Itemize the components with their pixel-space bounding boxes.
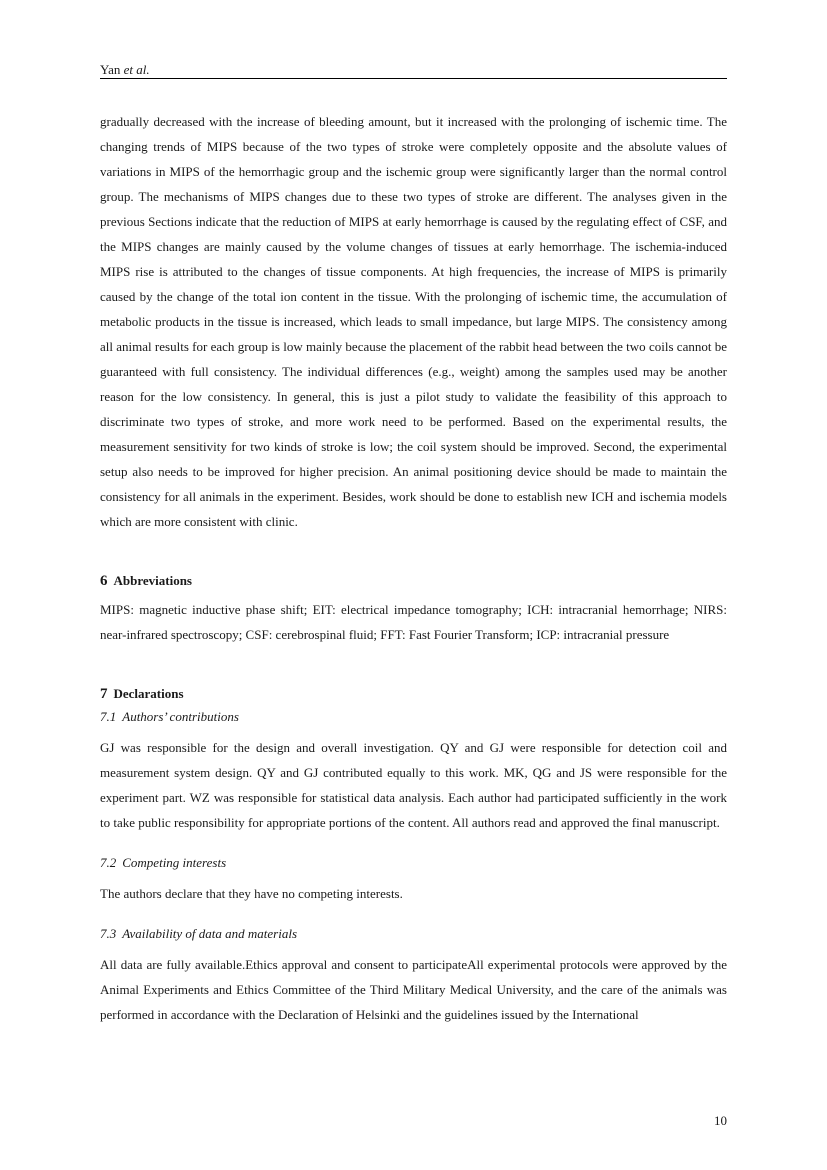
section-6-heading bbox=[100, 571, 727, 591]
section-7-heading bbox=[100, 684, 727, 704]
subsection-7-1-number: 7.1 bbox=[100, 709, 117, 724]
subsection-7-3-title: Availability of data and materials bbox=[122, 926, 298, 941]
running-header bbox=[100, 62, 727, 78]
subsection-7-1-heading bbox=[100, 708, 727, 726]
subsection-7-3-number: 7.3 bbox=[100, 926, 117, 941]
subsection-7-2-heading bbox=[100, 854, 727, 872]
section-6-text: MIPS: magnetic inductive phase shift; EIT: electrical impedance tomography; ICH: intracranial hemorrhage; NIRS: near-infrared spectroscopy; CSF: cerebrospinal fluid; FFT: Fast Fourier Transform; ICP: intracranial pressure bbox=[100, 602, 727, 642]
subsection-7-2-number: 7.2 bbox=[100, 855, 117, 870]
page-content bbox=[100, 109, 727, 1027]
header-author: Yan bbox=[100, 62, 124, 77]
section-7-title: Declarations bbox=[113, 686, 184, 701]
subsection-7-3-heading bbox=[100, 925, 727, 943]
section-6-title: Abbreviations bbox=[113, 573, 192, 588]
page-number: 10 bbox=[714, 1113, 727, 1128]
intro-paragraph: gradually decreased with the increase of bleeding amount, but it increased with the prolonging of ischemic time. The changing trends of MIPS because of the two types of stroke were completely opposite and the absolute values of variations in MIPS of the hemorrhagic group and the ischemic group were significantly larger than the normal control group. The mechanisms of MIPS changes due to these two types of stroke are different. The analyses given in the previous Sections indicate that the reduction of MIPS at early hemorrhage is caused by the regulating effect of CSF, and the MIPS changes are mainly caused by the volume changes of tissues at early hemorrhage. The ischemia-induced MIPS rise is attributed to the changes of tissue components. At high frequencies, the increase of MIPS is primarily caused by the change of the total ion content in the tissue. With the prolonging of ischemic time, the accumulation of metabolic products in the tissue is increased, which leads to small impedance, but large MIPS. The consistency among all animal results for each group is low mainly because the placement of the rabbit head between the two coils cannot be guaranteed with full consistency. The individual differences (e.g., weight) among the samples used may be another reason for the low consistency. In general, this is just a pilot study to validate the feasibility of this approach to discriminate two types of stroke, and more work need to be performed. Based on the experimental results, the measurement sensitivity for two kinds of stroke is low; the coil system should be improved. Second, the experimental setup also needs to be improved for higher precision. An animal positioning device should be made to maintain the consistency for all animals in the experiment. Besides, work should be done to establish new ICH and ischemia models which are more consistent with clinic. bbox=[100, 114, 727, 529]
section-7-number: 7 bbox=[100, 686, 108, 702]
header-etal: et al. bbox=[123, 62, 150, 77]
subsection-7-1-title: Authors’ contributions bbox=[122, 709, 239, 724]
section-6-number: 6 bbox=[100, 573, 108, 589]
subsection-7-2-title: Competing interests bbox=[122, 855, 227, 870]
subsection-7-2-text: The authors declare that they have no competing interests. bbox=[100, 886, 403, 901]
subsection-7-3-text: All data are fully available.Ethics approval and consent to participateAll experimental protocols were approved by the Animal Experiments and Ethics Committee of the Third Military Medical University, and the care of the animals was performed in accordance with the Declaration of Helsinki and the guidelines issued by the International bbox=[100, 957, 727, 1022]
header-rule bbox=[100, 78, 727, 79]
subsection-7-1-text: GJ was responsible for the design and overall investigation. QY and GJ were responsible for detection coil and measurement system design. QY and GJ contributed equally to this work. MK, QG and JS were responsible for the experiment part. WZ was responsible for statistical data analysis. Each author had participated sufficiently in the work to take public responsibility for appropriate portions of the content. All authors read and approved the final manuscript. bbox=[100, 740, 727, 830]
